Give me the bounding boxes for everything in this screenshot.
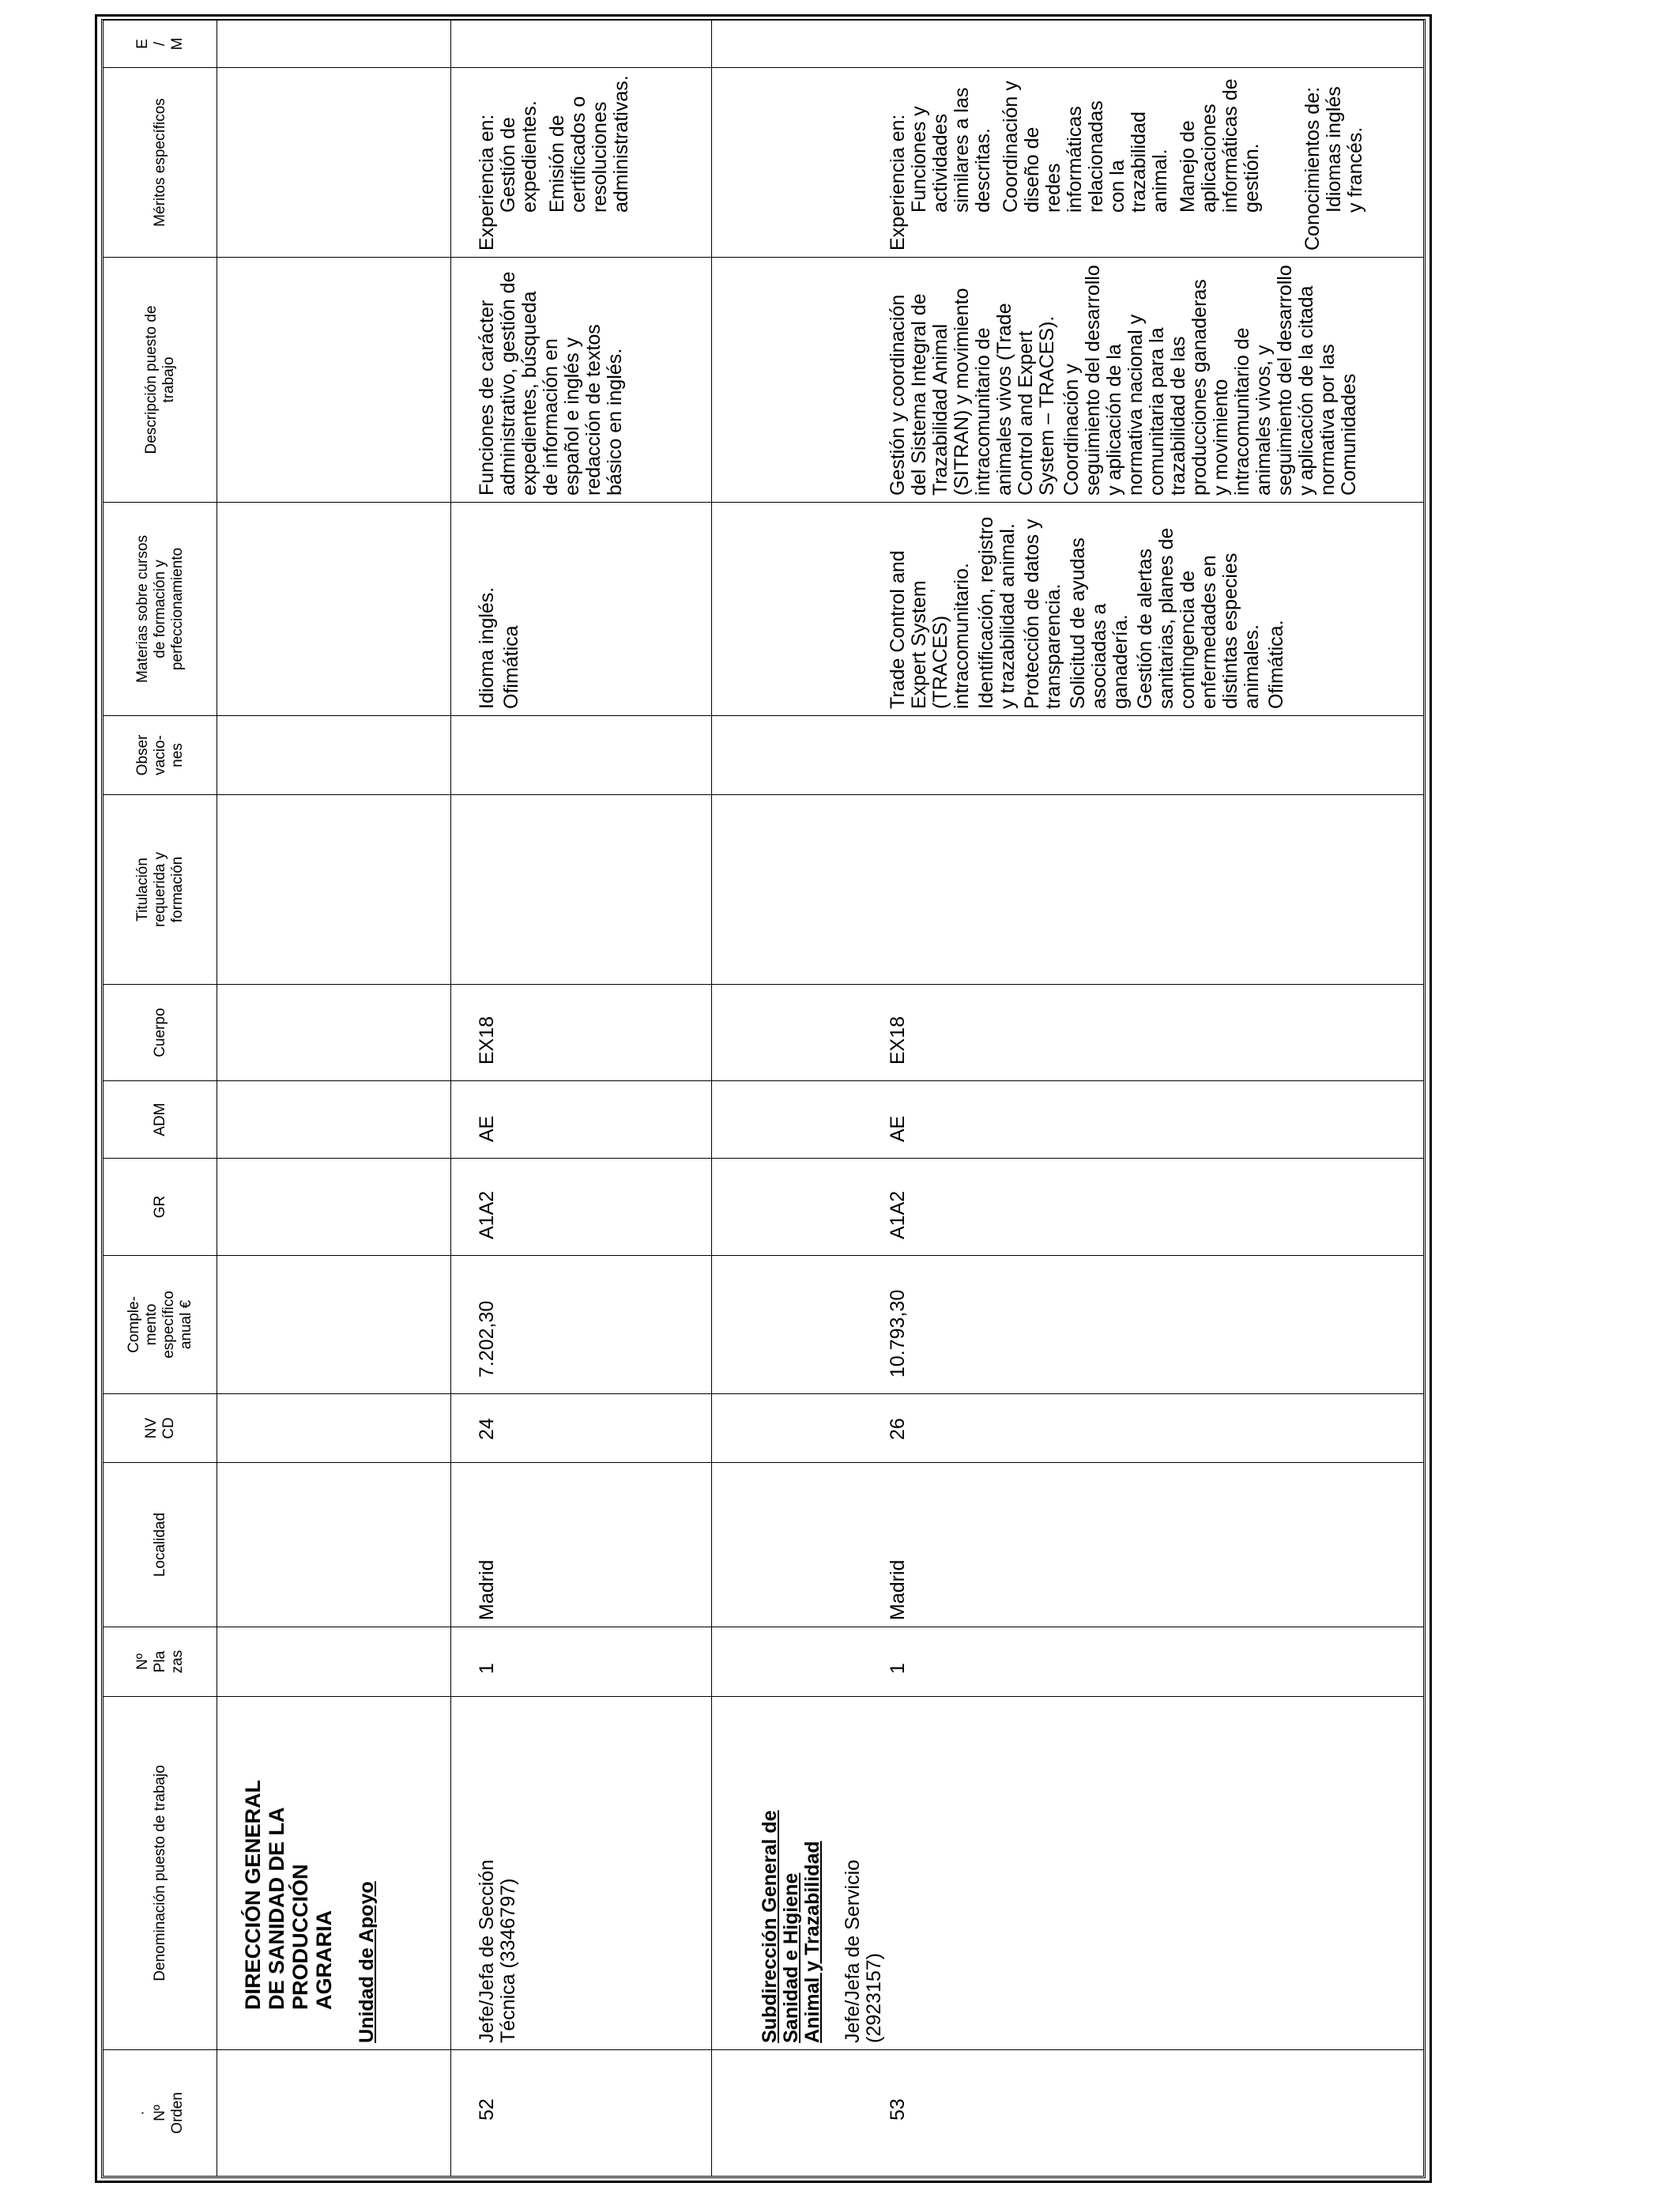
header-titulacion: Titulación requerida y formación xyxy=(104,795,217,985)
cell-orden: 53 xyxy=(712,2050,1424,2177)
cell-localidad: Madrid xyxy=(451,1463,712,1627)
header-nivel: NV CD xyxy=(104,1394,217,1463)
cell-titulacion xyxy=(451,795,712,985)
cell-descripcion: Funciones de carácter administrativo, gestión de expedientes, búsqueda de información en español e inglés y redacción de textos básico en inglés. xyxy=(451,258,712,503)
header-plazas: Nº Pla zas xyxy=(104,1627,217,1697)
table-row-53 xyxy=(712,21,1424,2177)
position-name: Jefe/Jefa de Servicio (2923157) xyxy=(842,1859,885,2043)
cell-denominacion xyxy=(217,1697,451,2050)
cell-adm: AE xyxy=(451,1081,712,1159)
org-subdireccion: Subdirección General de Sanidad e Higiene Animal y Trazabilidad xyxy=(759,1810,823,2043)
header-adm: ADM xyxy=(104,1081,217,1159)
header-localidad: Localidad xyxy=(104,1463,217,1627)
rotated-table-wrapper xyxy=(103,21,1424,2177)
cell-cuerpo: EX18 xyxy=(451,985,712,1081)
cell-orden: 52 xyxy=(451,2050,712,2177)
header-meritos: Méritos específicos xyxy=(104,68,217,258)
cell-titulacion xyxy=(712,795,1424,985)
header-observaciones: Obser vacio- nes xyxy=(104,716,217,795)
header-orden: · Nº Orden xyxy=(104,2050,217,2177)
cell-descripcion: Gestión y coordinación del Sistema Integral de Trazabilidad Animal (SITRAN) y movimiento intracomunitario de animales vivos (Trade Control and Expert System – TRACES). Coordinación y seguimiento del desarrollo y aplicación de la normativa nacional y comunitaria para la trazabilidad de las producciones ganaderas y movimiento intracomunitario de animales vivos, y seguimiento del desarrollo y aplicación de la citada normativa por las Comunidades xyxy=(712,258,1424,503)
table-row-52 xyxy=(451,21,712,2177)
org-row xyxy=(217,21,451,2177)
header-materias: Materias sobre cursos de formación y perfeccionamiento xyxy=(104,503,217,716)
rpt-table xyxy=(103,20,1424,2177)
cell-plazas: 1 xyxy=(712,1627,1424,1697)
cell-observaciones xyxy=(712,716,1424,795)
cell-grupo: A1A2 xyxy=(451,1159,712,1256)
header-denominacion: Denominación puesto de trabajo xyxy=(104,1697,217,2050)
header-complemento: Comple- mento específico anual € xyxy=(104,1256,217,1394)
org-unidad: Unidad de Apoyo xyxy=(356,1881,378,2043)
cell-nivel: 24 xyxy=(451,1394,712,1463)
header-em: E / M xyxy=(104,21,217,68)
cell-grupo: A1A2 xyxy=(712,1159,1424,1256)
header-cuerpo: Cuerpo xyxy=(104,985,217,1081)
cell-complemento: 10.793,30 xyxy=(712,1256,1424,1394)
cell-materias: Idioma inglés. Ofimática xyxy=(451,503,712,716)
cell-nivel: 26 xyxy=(712,1394,1424,1463)
cell-materias: Trade Control and Expert System (TRACES) intracomunitario. Identificación, registro y trazabilidad animal. Protección de datos y transparencia. Solicitud de ayudas asociadas a ganadería. Gestión de alertas sanitarias, planes de contingencia de enfermedades en distintas especies animales. Ofimática. xyxy=(712,503,1424,716)
cell-cuerpo: EX18 xyxy=(712,985,1424,1081)
cell-observaciones xyxy=(451,716,712,795)
cell-adm: AE xyxy=(712,1081,1424,1159)
cell-orden xyxy=(217,2050,451,2177)
header-descripcion: Descripción puesto de trabajo xyxy=(104,258,217,503)
cell-denominacion xyxy=(712,1697,1424,2050)
cell-meritos: Experiencia en: Gestión de expedientes. Emisión de certificados o resoluciones administrativas. xyxy=(451,68,712,258)
header-row xyxy=(104,21,217,2177)
cell-complemento: 7.202,30 xyxy=(451,1256,712,1394)
cell-em xyxy=(712,21,1424,68)
cell-localidad: Madrid xyxy=(712,1463,1424,1627)
cell-em xyxy=(451,21,712,68)
cell-plazas: 1 xyxy=(451,1627,712,1697)
header-grupo: GR xyxy=(104,1159,217,1256)
cell-denominacion xyxy=(451,1697,712,2050)
position-name: Jefe/Jefa de Sección Técnica (3346797) xyxy=(476,1859,519,2043)
org-direccion-general: DIRECCIÓN GENERAL DE SANIDAD DE LA PRODUCCIÓN AGRARIA xyxy=(241,1780,336,2010)
cell-meritos: Experiencia en: Funciones y actividades similares a las descritas. Coordinación y diseño de redes informáticas relacionadas con la trazabilidad animal. Manejo de aplicaciones informáticas de gestión. Conocimientos de: Idiomas inglés y francés. xyxy=(712,68,1424,258)
